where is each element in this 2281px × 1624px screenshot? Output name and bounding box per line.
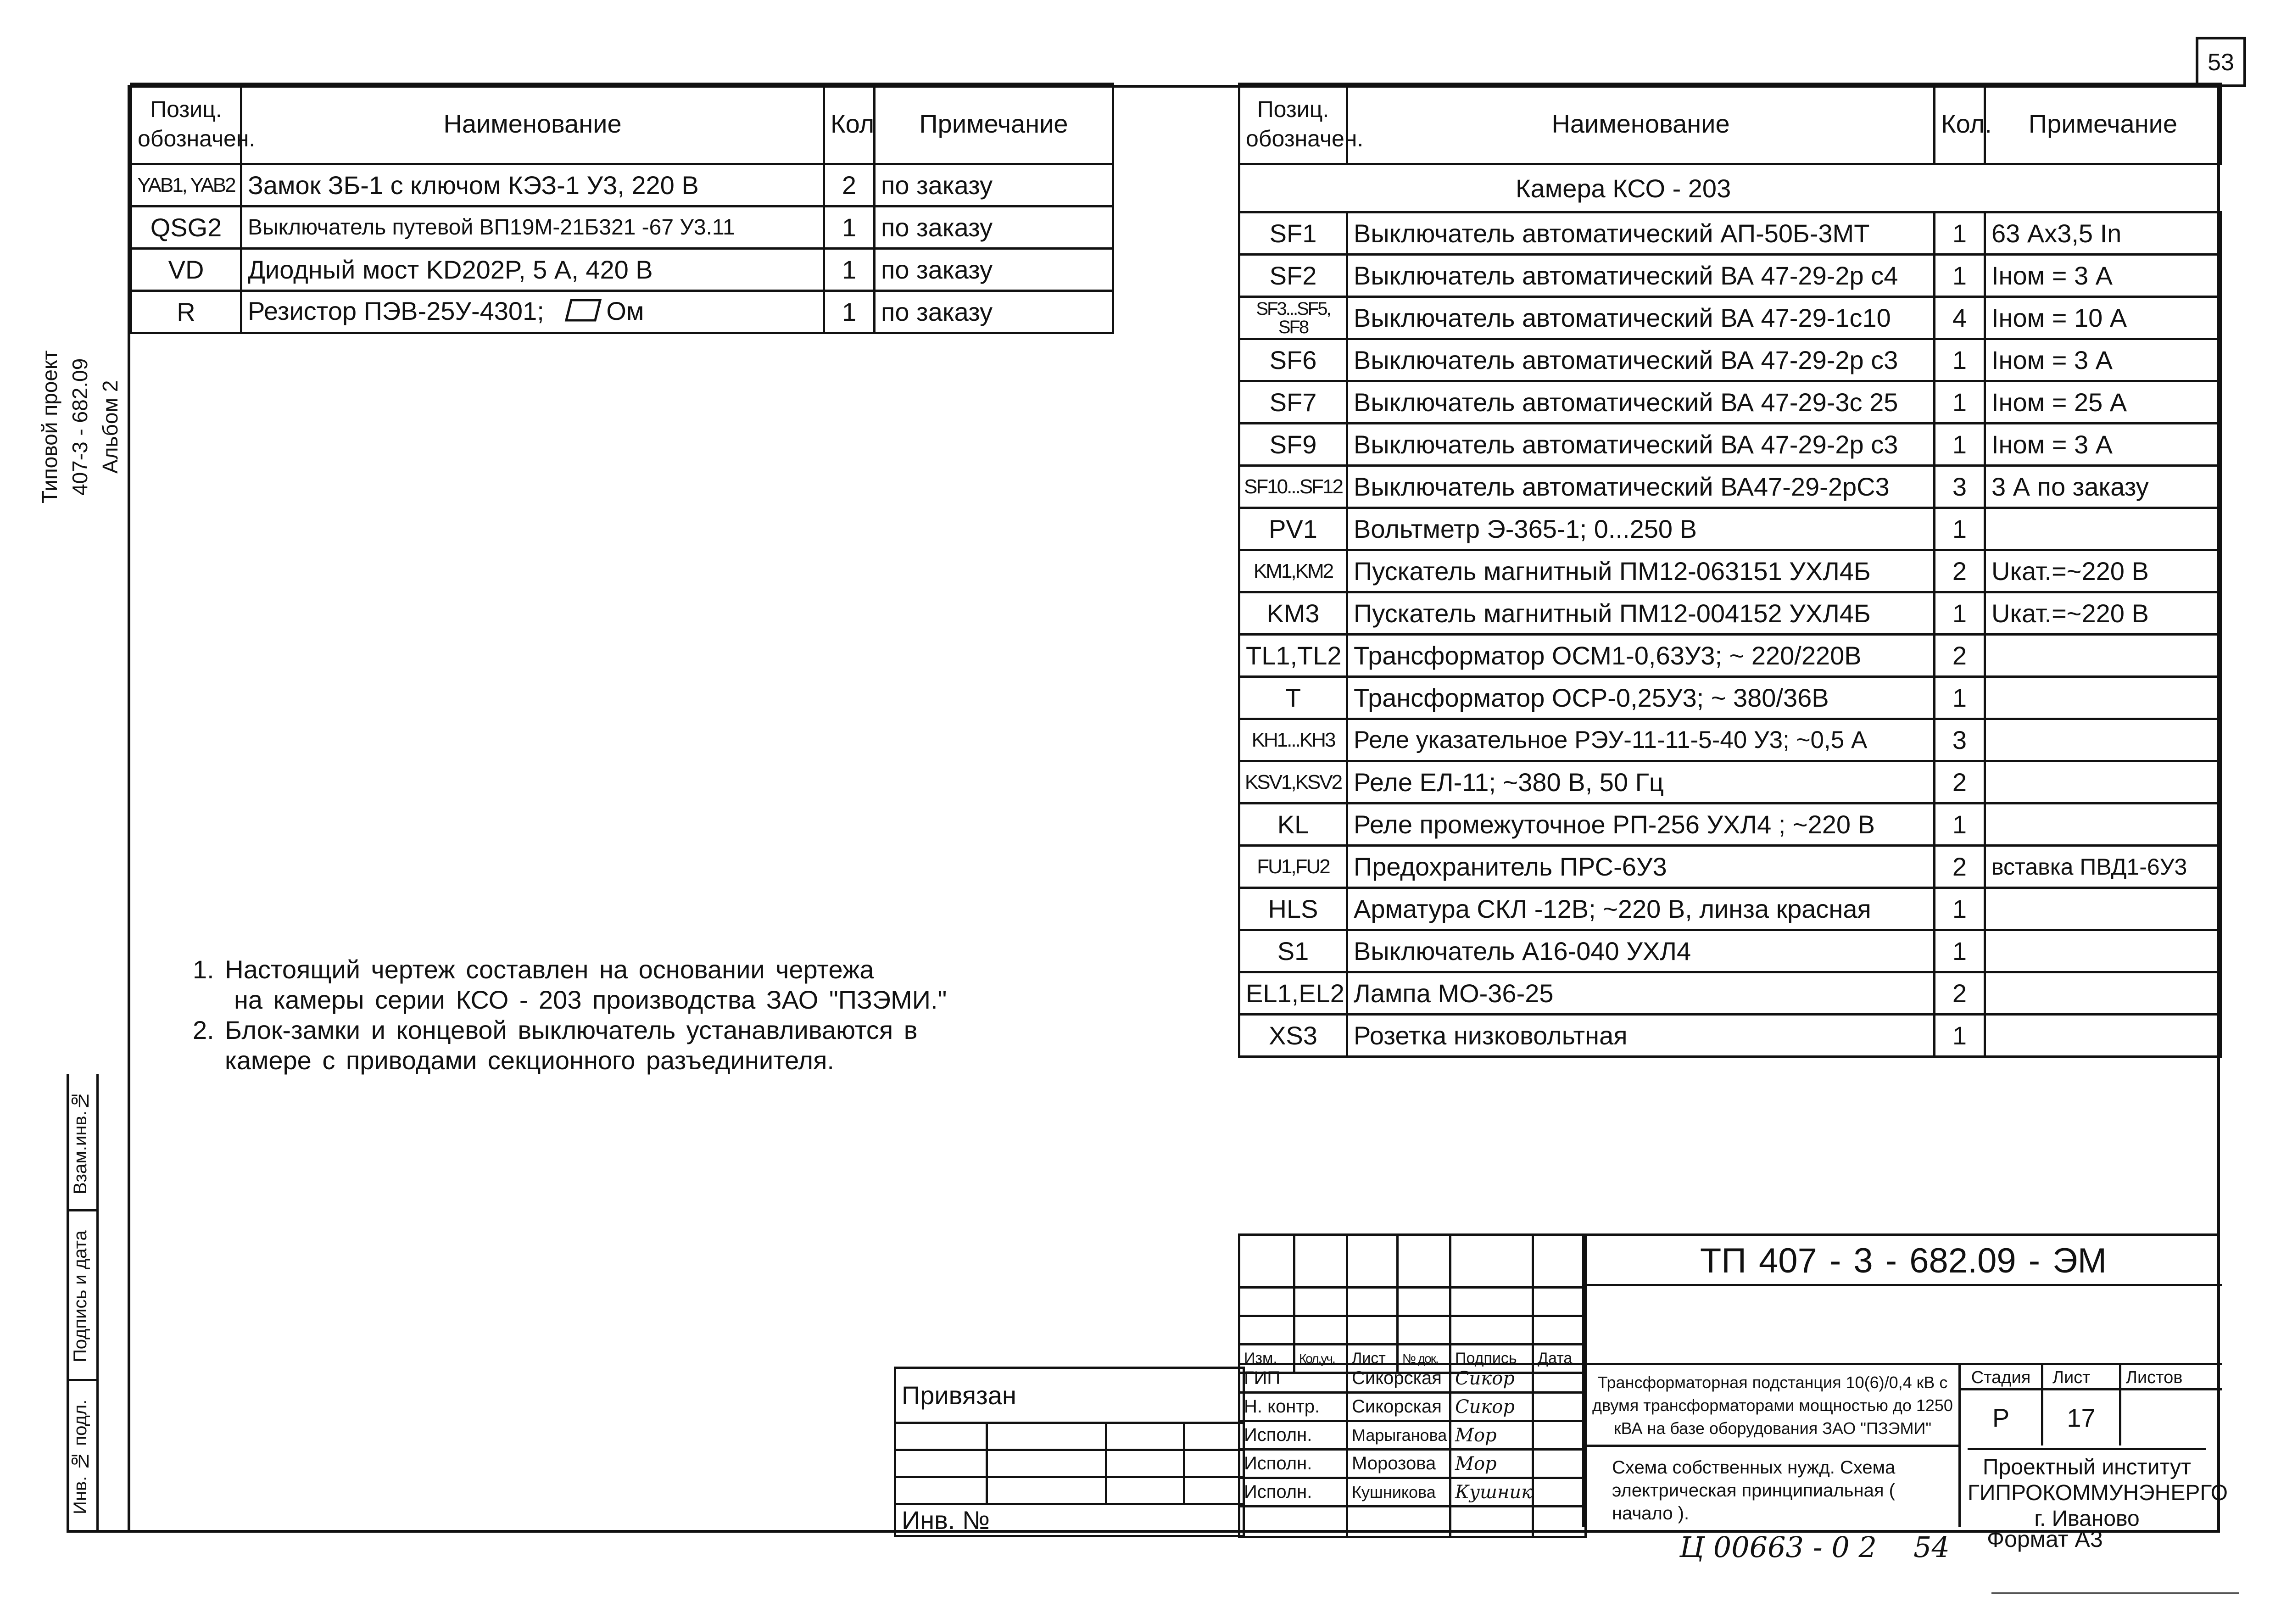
person-name: Сикорская: [1347, 1364, 1450, 1393]
signature-row: [1239, 1364, 1586, 1393]
row-note: Iном = 10 А: [1985, 297, 2221, 339]
table-row: [1239, 846, 2221, 888]
table-row: [1239, 1015, 2221, 1057]
row-pos: TL1,TL2: [1239, 635, 1347, 677]
row-name: Реле промежуточное РП-256 УХЛ4 ; ~220 В: [1347, 804, 1935, 846]
row-qty: 1: [1935, 424, 1985, 466]
row-name: Реле ЕЛ-11; ~380 В, 50 Гц: [1347, 761, 1935, 804]
row-note: [1985, 804, 2221, 846]
handwritten-page: 54: [1913, 1530, 1950, 1564]
signature-text: Кушник: [1455, 1481, 1533, 1503]
row-qty: 1: [1935, 1015, 1985, 1057]
col-kol: Кол.уч.: [1294, 1345, 1347, 1373]
signatures-block: [1238, 1363, 1587, 1538]
row-qty: 1: [1935, 592, 1985, 635]
role: Исполн.: [1239, 1421, 1347, 1450]
table-row: [131, 164, 1113, 206]
table-row: [1239, 381, 2221, 424]
signature: [1450, 1393, 1533, 1421]
signature-row: [1239, 1450, 1586, 1478]
row-note: [1985, 677, 2221, 719]
privyazan-label: Привязан: [895, 1368, 1244, 1423]
format-label: Формат А3: [1987, 1526, 2103, 1552]
side-box-podpis-label: Подпись и дата: [70, 1230, 90, 1362]
doc-code: ТП 407 - 3 - 682.09 - ЭМ: [1584, 1236, 2222, 1286]
signature: [1450, 1450, 1533, 1478]
row-pos: SF7: [1239, 381, 1347, 424]
header-pos: Позиц. обозначен.: [131, 84, 241, 164]
row-pos: KSV1,KSV2: [1239, 761, 1347, 804]
note-line: на камеры серии КСО - 203 производства ЗАО "ПЗЭМИ.": [234, 985, 947, 1014]
row-pos: SF6: [1239, 339, 1347, 381]
row-pos: EL1,EL2: [1239, 972, 1347, 1015]
row-note: вставка ПВД1-6У3: [1985, 846, 2221, 888]
row-pos: PV1: [1239, 508, 1347, 550]
resistor-unit: Ом: [606, 296, 644, 325]
row-name: Выключатель путевой ВП19М-21Б321 -67 У3.11: [241, 206, 824, 249]
right-spec-table: [1238, 83, 2222, 1058]
signature-text: Мор: [1455, 1453, 1497, 1474]
row-name: Пускатель магнитный ПМ12-004152 УХЛ4Б: [1347, 592, 1935, 635]
row-qty: 2: [1935, 972, 1985, 1015]
col-ndok: № док.: [1398, 1345, 1450, 1373]
table-row: [1239, 424, 2221, 466]
side-boxes: [67, 1074, 131, 1533]
row-note: [1985, 719, 2221, 761]
row-qty: 1: [1935, 339, 1985, 381]
header-name: Наименование: [1347, 84, 1935, 164]
row-note: Iном = 3 А: [1985, 255, 2221, 297]
row-pos: SF3...SF5, SF8: [1239, 297, 1347, 339]
side-box-inv-label: Инв. № подл.: [70, 1399, 90, 1515]
table-row: [1239, 635, 2221, 677]
row-qty: 2: [1935, 761, 1985, 804]
table-row: [1239, 297, 2221, 339]
row-qty: 1: [824, 249, 875, 291]
row-name: Выключатель автоматический ВА 47-29-2р с3: [1347, 424, 1935, 466]
table-row: [131, 291, 1113, 333]
row-pos: KM1,KM2: [1239, 550, 1347, 592]
row-note: [1985, 888, 2221, 930]
sheet-number: 53: [2208, 49, 2234, 76]
side-box-inv: [67, 1381, 99, 1533]
col-izm: Изм.: [1239, 1345, 1294, 1373]
person-name: Марыганова: [1347, 1421, 1450, 1450]
bottom-rule: [1991, 1592, 2239, 1594]
title-block-main: [1582, 1233, 2228, 1531]
row-name: Предохранитель ПРС-6У3: [1347, 846, 1935, 888]
drawing-notes: [193, 954, 973, 1076]
table-row: [1239, 550, 2221, 592]
row-pos: KL: [1239, 804, 1347, 846]
header-pos: Позиц. обозначен.: [1239, 84, 1347, 164]
row-note: Uкат.=~220 В: [1985, 550, 2221, 592]
table-row: [1239, 888, 2221, 930]
row-qty: 1: [1935, 381, 1985, 424]
sheet-number-box: [2196, 37, 2246, 87]
row-name: Выключатель автоматический АП-50Б-3МТ: [1347, 212, 1935, 255]
row-name: Выключатель автоматический ВА 47-29-2р с4: [1347, 255, 1935, 297]
role: Н. контр.: [1239, 1393, 1347, 1421]
signature-row: [1239, 1393, 1586, 1421]
row-pos: SF9: [1239, 424, 1347, 466]
row-qty: 2: [824, 164, 875, 206]
role: Исполн.: [1239, 1450, 1347, 1478]
note-line: 2. Блок-замки и концевой выключатель устанавливаются в: [193, 1016, 918, 1044]
table-row: [1239, 804, 2221, 846]
header-note: Примечание: [1985, 84, 2221, 164]
table-row: [1239, 972, 2221, 1015]
col-podpis: Подпись: [1450, 1345, 1533, 1373]
signature-text: Сикор: [1455, 1367, 1515, 1389]
table-row: [1239, 508, 2221, 550]
row-qty: 1: [824, 206, 875, 249]
row-name: Розетка низковольтная: [1347, 1015, 1935, 1057]
row-note: [1985, 635, 2221, 677]
list-value: 17: [2043, 1390, 2121, 1445]
note-line: камере с приводами секционного разъединителя.: [225, 1046, 834, 1075]
table-row: [1239, 719, 2221, 761]
parallelogram-icon: [565, 298, 602, 328]
row-pos: T: [1239, 677, 1347, 719]
header-note: Примечание: [875, 84, 1113, 164]
right-table-header: [1239, 84, 2221, 164]
listov-label: Листов: [2121, 1365, 2222, 1390]
role: Исполн.: [1239, 1478, 1347, 1507]
row-pos: FU1,FU2: [1239, 846, 1347, 888]
signature: [1450, 1364, 1533, 1393]
stage-value: Р: [1961, 1390, 2043, 1445]
row-name: Замок ЗБ-1 с ключом КЭЗ-1 У3, 220 В: [241, 164, 824, 206]
row-name: Реле указательное РЭУ-11-11-5-40 У3; ~0,5 А: [1347, 719, 1935, 761]
resistor-name: Резистор ПЭВ-25У-4301;: [248, 296, 544, 325]
row-name: Вольтметр Э-365-1; 0...250 В: [1347, 508, 1935, 550]
row-name: [241, 291, 824, 333]
signature: [1450, 1421, 1533, 1450]
row-note: [1985, 761, 2221, 804]
row-pos: SF1: [1239, 212, 1347, 255]
list-label: Лист: [2043, 1365, 2121, 1390]
side-box-vzam-label: Взам.инв.№: [70, 1090, 90, 1195]
row-note: [1985, 930, 2221, 972]
table-row: [1239, 466, 2221, 508]
row-pos: YAB1, YAB2: [131, 164, 241, 206]
col-list: Лист: [1347, 1345, 1398, 1373]
row-qty: 1: [1935, 255, 1985, 297]
row-name: Трансформатор ОСМ1-0,63У3; ~ 220/220В: [1347, 635, 1935, 677]
table-row: [1239, 212, 2221, 255]
header-name: Наименование: [241, 84, 824, 164]
row-note: Iном = 3 А: [1985, 339, 2221, 381]
table-row: [131, 249, 1113, 291]
row-name: Выключатель автоматический ВА47-29-2рС3: [1347, 466, 1935, 508]
row-name: Выключатель автоматический ВА 47-29-3с 25: [1347, 381, 1935, 424]
row-qty: 3: [1935, 466, 1985, 508]
table-row: [1239, 339, 2221, 381]
row-qty: 2: [1935, 550, 1985, 592]
row-note: по заказу: [875, 291, 1113, 333]
row-note: 63 Ах3,5 In: [1985, 212, 2221, 255]
col-data: Дата: [1533, 1345, 1586, 1373]
left-spec-table: [130, 83, 1114, 334]
signature-row: [1239, 1421, 1586, 1450]
side-box-vzam: [67, 1074, 99, 1211]
row-note: Uкат.=~220 В: [1985, 592, 2221, 635]
table-row: [1239, 255, 2221, 297]
row-pos: SF10...SF12: [1239, 466, 1347, 508]
row-qty: 1: [1935, 508, 1985, 550]
side-stamp-line1: Типовой проект: [38, 350, 61, 503]
row-name: Диодный мост KD202P, 5 А, 420 В: [241, 249, 824, 291]
signature: [1450, 1478, 1533, 1507]
row-name: Арматура СКЛ -12В; ~220 В, линза красная: [1347, 888, 1935, 930]
signature-text: Сикор: [1455, 1396, 1515, 1418]
row-qty: 1: [1935, 804, 1985, 846]
row-pos: KM3: [1239, 592, 1347, 635]
row-pos: QSG2: [131, 206, 241, 249]
row-pos: SF2: [1239, 255, 1347, 297]
row-note: [1985, 972, 2221, 1015]
row-name: Пускатель магнитный ПМ12-063151 УХЛ4Б: [1347, 550, 1935, 592]
side-box-podpis: [67, 1211, 99, 1381]
row-note: [1985, 508, 2221, 550]
section-title: Камера КСО - 203: [1239, 164, 2221, 212]
institute: Проектный институт ГИПРОКОММУНЭНЕРГО г. Иваново: [1968, 1448, 2206, 1532]
row-qty: 1: [1935, 677, 1985, 719]
row-note: [1985, 1015, 2221, 1057]
row-name: Трансформатор ОСР-0,25У3; ~ 380/36В: [1347, 677, 1935, 719]
table-row: [131, 206, 1113, 249]
table-row: [1239, 592, 2221, 635]
stage-label: Стадия: [1961, 1365, 2043, 1390]
row-qty: 2: [1935, 846, 1985, 888]
row-pos: R: [131, 291, 241, 333]
row-qty: 4: [1935, 297, 1985, 339]
inv-label: Инв. №: [895, 1504, 1244, 1536]
row-name: Выключатель автоматический ВА 47-29-2р с3: [1347, 339, 1935, 381]
person-name: Морозова: [1347, 1450, 1450, 1478]
privyazan-block: [894, 1367, 1245, 1537]
section-title-row: [1239, 164, 2221, 212]
revision-grid: [1238, 1233, 1587, 1374]
row-qty: 1: [1935, 212, 1985, 255]
row-name: Выключатель автоматический ВА 47-29-1с10: [1347, 297, 1935, 339]
header-qty: Кол.: [1935, 84, 1985, 164]
row-qty: 1: [824, 291, 875, 333]
role: ГИП: [1239, 1364, 1347, 1393]
header-qty: Кол: [824, 84, 875, 164]
sheet-title: Схема собственных нужд. Схема электрическая принципиальная ( начало ).: [1584, 1445, 1961, 1527]
row-pos: VD: [131, 249, 241, 291]
row-note: по заказу: [875, 206, 1113, 249]
side-stamp-line2: 407-3 - 682.09: [68, 358, 92, 496]
row-note: по заказу: [875, 249, 1113, 291]
row-note: по заказу: [875, 164, 1113, 206]
handwritten-archive-code: Ц 00663 - 0 2: [1679, 1530, 1877, 1564]
row-pos: S1: [1239, 930, 1347, 972]
note-line: 1. Настоящий чертеж составлен на основании чертежа: [193, 955, 874, 984]
row-note: 3 А по заказу: [1985, 466, 2221, 508]
person-name: Кушникова: [1347, 1478, 1450, 1507]
row-name: Лампа МО-36-25: [1347, 972, 1935, 1015]
project-title: Трансформаторная подстанция 10(6)/0,4 кВ с двумя трансформаторами мощностью до 1250 кВА на базе оборудования ЗАО "ПЗЭМИ": [1592, 1373, 1953, 1438]
table-row: [1239, 930, 2221, 972]
signature-row: [1239, 1478, 1586, 1507]
row-qty: 1: [1935, 888, 1985, 930]
side-stamp: [34, 330, 126, 523]
row-pos: XS3: [1239, 1015, 1347, 1057]
row-note: Iном = 25 А: [1985, 381, 2221, 424]
row-name: Выключатель А16-040 УХЛ4: [1347, 930, 1935, 972]
signature-text: Мор: [1455, 1424, 1497, 1446]
row-note: Iном = 3 А: [1985, 424, 2221, 466]
row-pos: KH1...KH3: [1239, 719, 1347, 761]
row-qty: 2: [1935, 635, 1985, 677]
table-row: [1239, 761, 2221, 804]
table-row: [1239, 677, 2221, 719]
side-stamp-line3: Альбом 2: [98, 380, 122, 474]
row-qty: 3: [1935, 719, 1985, 761]
row-qty: 1: [1935, 930, 1985, 972]
left-table-header: [131, 84, 1113, 164]
person-name: Сикорская: [1347, 1393, 1450, 1421]
row-pos: HLS: [1239, 888, 1347, 930]
